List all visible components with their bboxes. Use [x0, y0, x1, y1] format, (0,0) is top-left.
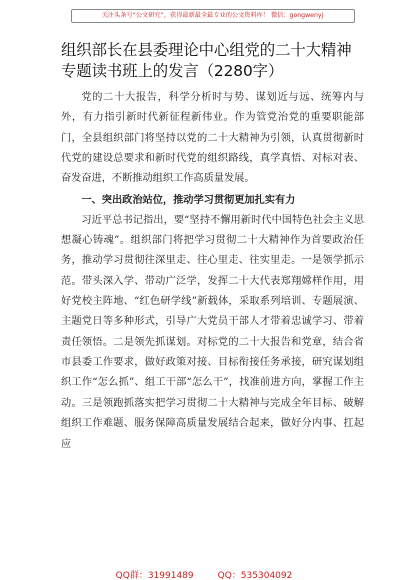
header-banner: 关注头条号“公文研究”，获得最新最全最专业的公文资料库！ 微信：gongwenyj	[71, 9, 355, 23]
section-heading-1: 一、突出政治站位，推动学习贯彻更加扎实有力	[81, 194, 296, 206]
document-title: 组织部长在县委理论中心组党的二十大精神专题读书班上的发言（2280字）	[61, 41, 352, 80]
footer-qq-group: QQ群：31991489	[115, 571, 194, 580]
footer-qq: QQ：535304092	[217, 571, 293, 580]
document-body	[61, 88, 364, 455]
section-1-paragraph: 习近平总书记指出，要“坚持不懈用新时代中国特色社会主义思想凝心铸魂”。组织部门将把学习贯彻二十大精神作为首要政治任务，推动学习贯彻往深里走、往心里走、往实里走。一是领学抓示范。带头深入学、带动广泛学，发挥二十大代表郑翔嫦样作用，用好党校主阵地、“红色研学线”新载体，采取系列培训、专题展演、主题党日等多种形式，引导广大党员干部人才带着忠诚学习、带着责任领悟。二是领先抓谋划。对标党的二十大报告和党章，结合省市县委工作要求，做好政策对接、目标衔接任务承接，研究谋划组织工作“怎么抓”、组工干部“怎么干”，找准前进方向，掌握工作主动。三是领跑抓落实把学习贯彻二十大精神与完成全年目标、破解组织工作难题、服务保障高质量发展结合起来，做好分内事、扛起应	[61, 214, 364, 450]
footer-contact	[0, 568, 408, 580]
document-page	[0, 9, 408, 580]
intro-paragraph: 党的二十大报告，科学分析时与势、谋划近与远、统筹内与外，有力指引新时代新征程新伟业。作为管党治党的重要职能部门，全县组织部门将坚持以党的二十大精神为引领，认真贯彻新时代党的建设总要求和新时代党的组织路线，真学真悟、对标对表、奋发奋进，不断推动组织工作高质量发展。	[61, 92, 364, 185]
